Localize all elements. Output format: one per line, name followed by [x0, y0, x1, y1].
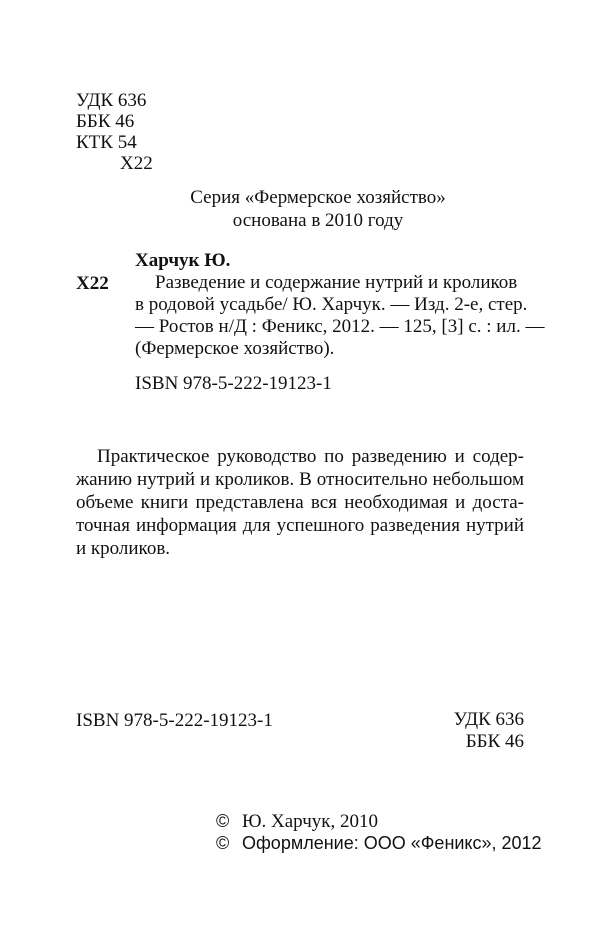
- biblio-line: — Ростов н/Д : Феникс, 2012. — 125, [3] с. : ил. —: [135, 316, 545, 337]
- annotation-paragraph: [76, 445, 524, 560]
- annotation-line: жанию нутрий и кроликов. В относительно небольшом: [76, 469, 524, 490]
- annotation-line: Практическое руководство по разведению и содер-: [97, 446, 524, 467]
- footer-classification: [454, 709, 524, 753]
- bibliographic-description: [135, 272, 544, 360]
- series-note: [0, 186, 600, 232]
- biblio-line: Разведение и содержание нутрий и кроликов: [155, 272, 518, 293]
- record-isbn: ISBN 978-5-222-19123-1: [135, 373, 332, 394]
- copyright-author-text: Ю. Харчук, 2010: [242, 811, 378, 832]
- series-founded: основана в 2010 году: [232, 210, 404, 231]
- copyright-design: [216, 832, 542, 854]
- annotation-line: и кроликов.: [76, 538, 171, 559]
- author-mark: Х22: [120, 153, 153, 174]
- record-author-mark: Х22: [76, 273, 109, 294]
- footer-isbn: ISBN 978-5-222-19123-1: [76, 710, 273, 731]
- annotation-line: точная информация для успешного разведения нутрий: [76, 515, 524, 536]
- bbk-code: ББК 46: [76, 111, 135, 132]
- footer-bbk: ББК 46: [465, 731, 524, 752]
- footer-udk: УДК 636: [453, 709, 524, 730]
- annotation-line: объеме книги представлена вся необходимая и доста-: [76, 492, 524, 513]
- udk-code: УДК 636: [76, 90, 147, 111]
- classification-block: [76, 90, 153, 174]
- copyright-author: [216, 810, 542, 832]
- copyright-design-text: Оформление: ООО «Феникс», 2012: [242, 833, 542, 853]
- biblio-line: (Фермерское хозяйство).: [135, 338, 335, 359]
- series-title: Серия «Фермерское хозяйство»: [190, 187, 446, 208]
- copyright-icon: ©: [216, 833, 230, 853]
- record-author: Харчук Ю.: [135, 250, 231, 271]
- ktk-code: КТК 54: [76, 132, 137, 153]
- copyright-icon: ©: [216, 811, 230, 831]
- biblio-line: в родовой усадьбе/ Ю. Харчук. — Изд. 2-е, стер.: [135, 294, 528, 315]
- copyright-block: [216, 810, 542, 854]
